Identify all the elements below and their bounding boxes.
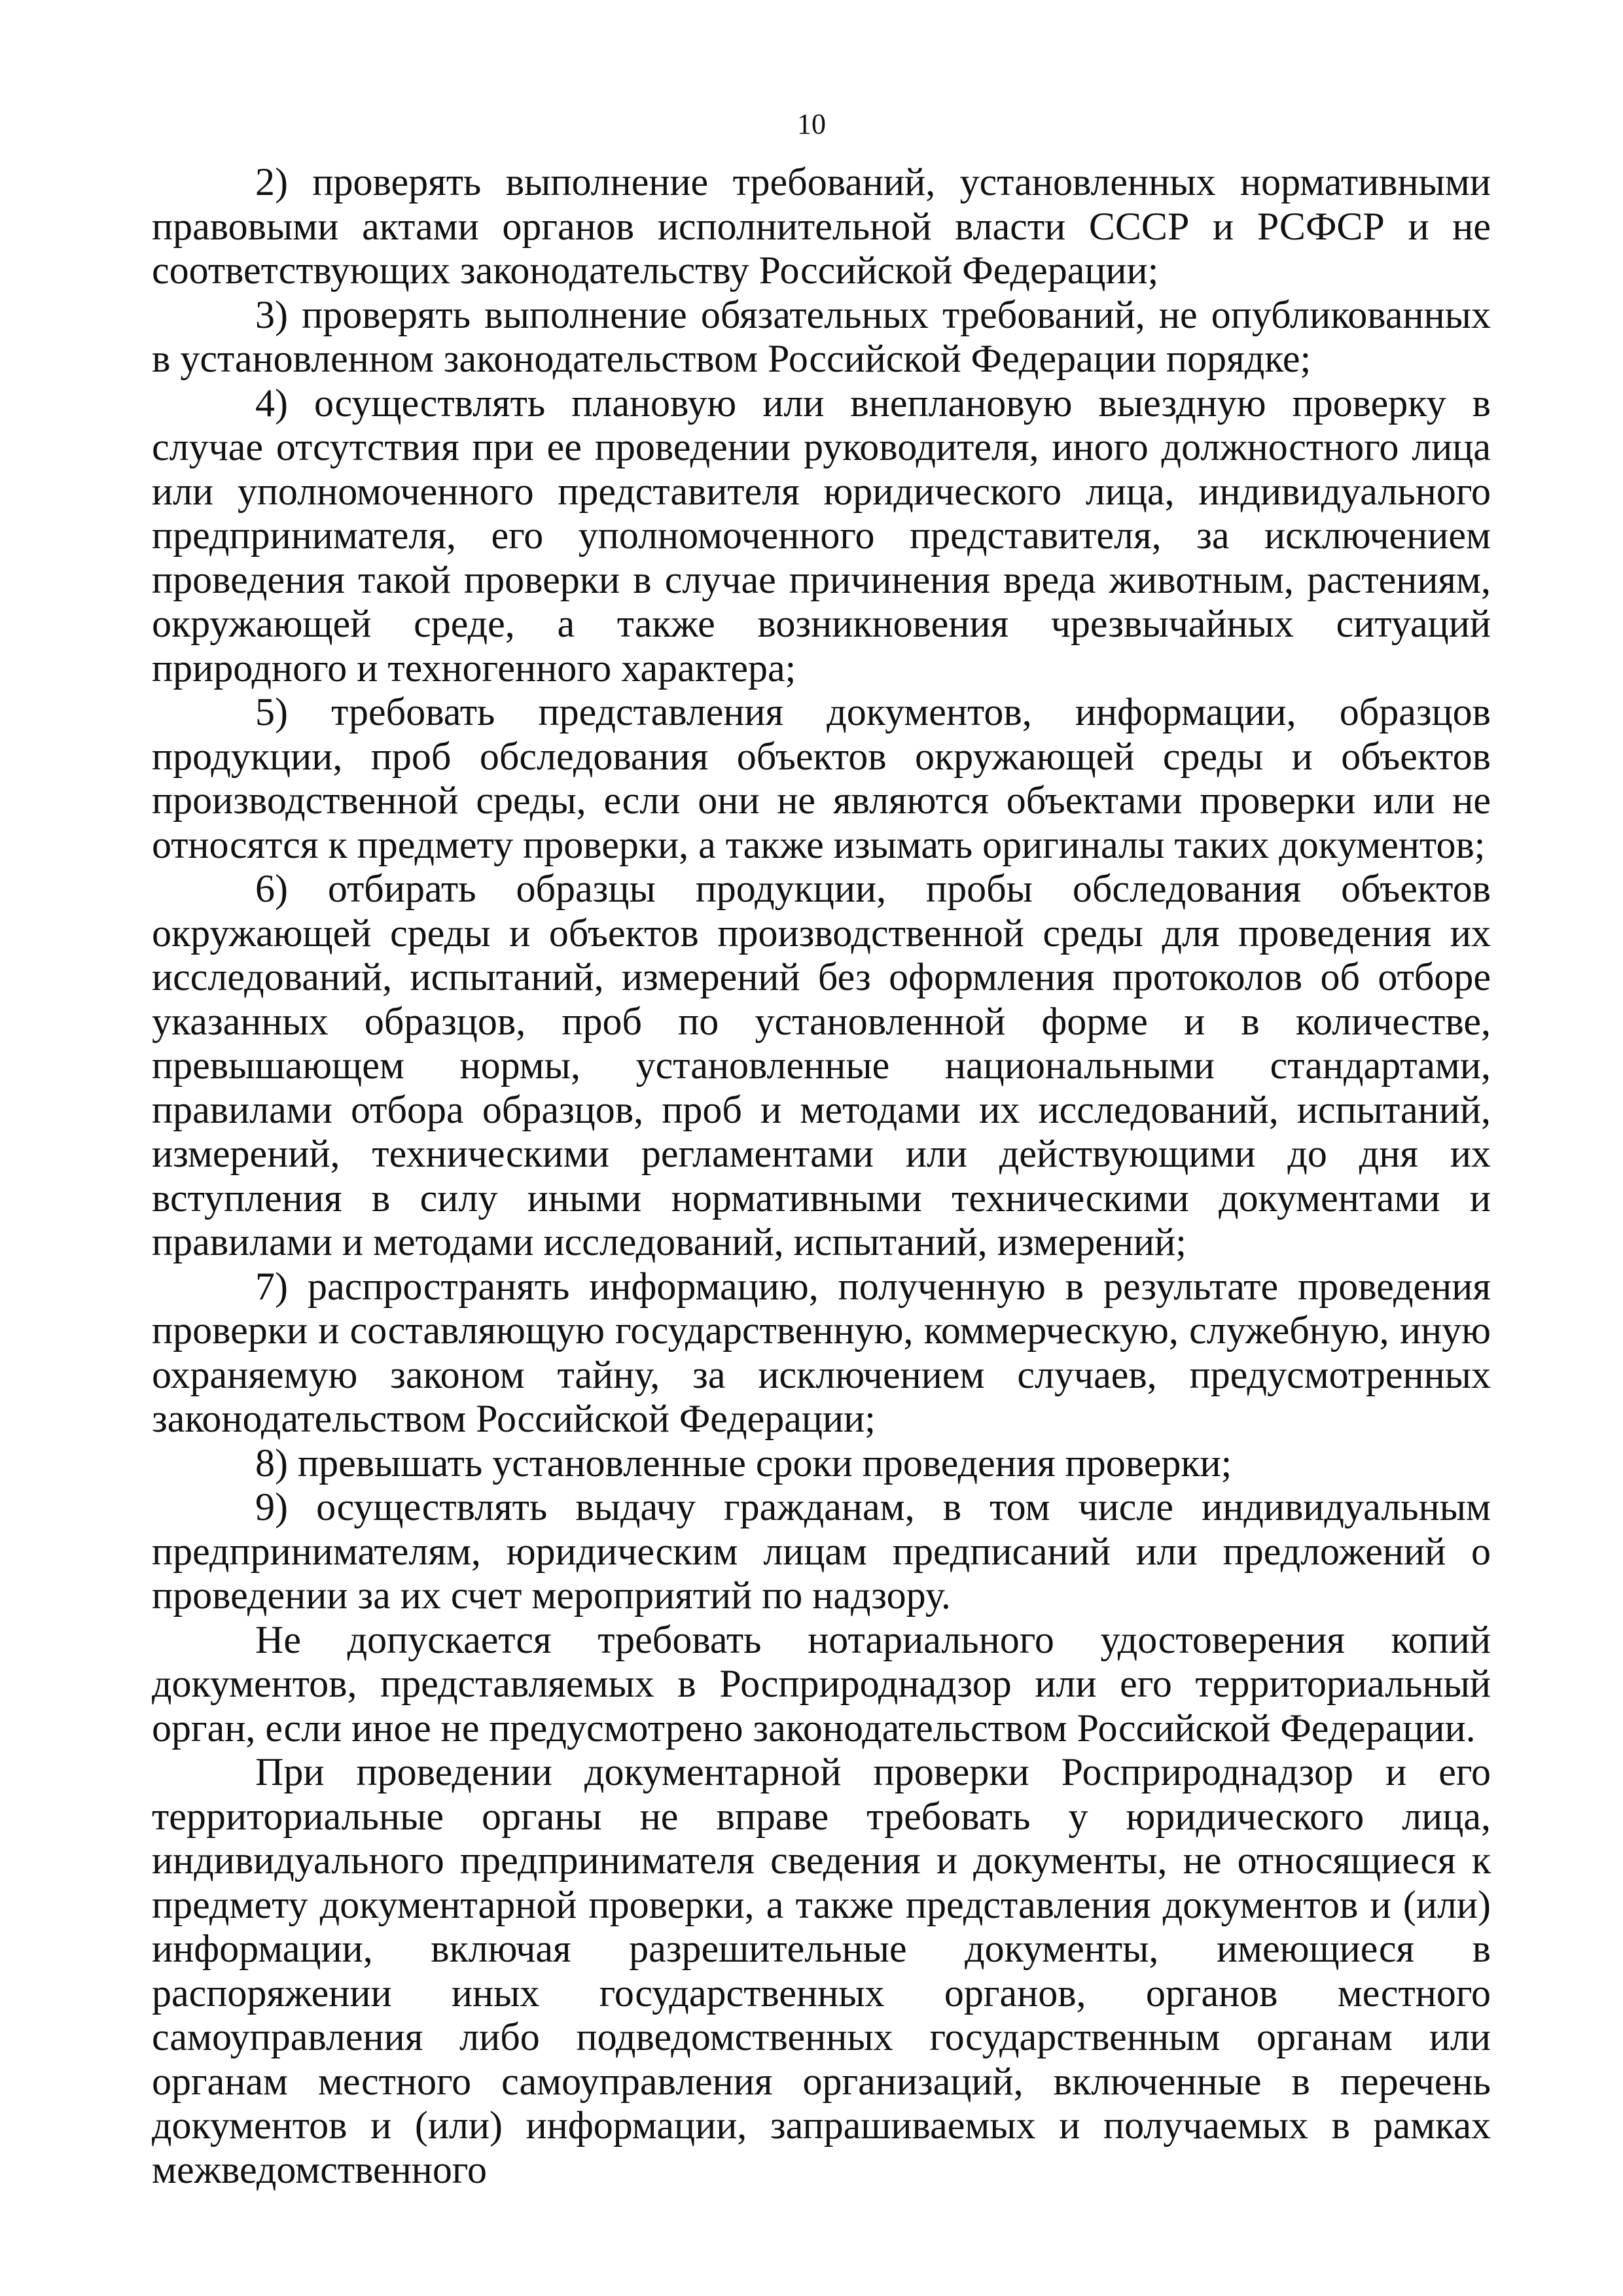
paragraph-item-4: 4) осуществлять плановую или внеплановую выездную проверку в случае отсутствия при ее проведении руководителя, иного должностного лица или уполномоченного представителя юридического лица, индивидуального предпринимателя, его уполномоченного представителя, за исключением проведения такой проверки в случае причинения вреда животным, растениям, окружающей среде, а также возникновения чрезвычайных ситуаций природного и техногенного характера; [152, 381, 1491, 690]
paragraph-item-3: 3) проверять выполнение обязательных требований, не опубликованных в установленном законодательством Российской Федерации порядке; [152, 292, 1491, 380]
paragraph-item-5: 5) требовать представления документов, информации, образцов продукции, проб обследования объектов окружающей среды и объектов производственной среды, если они не являются объектами проверки или не относятся к предмету проверки, а также изымать оригиналы таких документов; [152, 690, 1491, 866]
paragraph-item-2: 2) проверять выполнение требований, установленных нормативными правовыми актами органов исполнительной власти СССР и РСФСР и не соответствующих законодательству Российской Федерации; [152, 160, 1491, 292]
paragraph-notarization: Не допускается требовать нотариального удостоверения копий документов, представляемых в Росприроднадзор или его территориальный орган, если иное не предусмотрено законодательством Российской Федерации. [152, 1617, 1491, 1750]
paragraph-item-9: 9) осуществлять выдачу гражданам, в том числе индивидуальным предпринимателям, юридическим лицам предписаний или предложений о проведении за их счет мероприятий по надзору. [152, 1485, 1491, 1617]
paragraph-item-8: 8) превышать установленные сроки проведения проверки; [255, 1441, 1232, 1485]
paragraph-item-7: 7) распространять информацию, полученную в результате проведения проверки и составляющую государственную, коммерческую, служебную, иную охраняемую законом тайну, за исключением случаев, предусмотренных законодательством Российской Федерации; [152, 1264, 1491, 1440]
document-body [152, 160, 1491, 2192]
paragraph-item-6: 6) отбирать образцы продукции, пробы обследования объектов окружающей среды и объектов производственной среды для проведения их исследований, испытаний, измерений без оформления протоколов об отборе указанных образцов, проб по установленной форме и в количестве, превышающем нормы, установленные национальными стандартами, правилами отбора образцов, проб и методами их исследований, испытаний, измерений, техническими регламентами или действующими до дня их вступления в силу иными нормативными техническими документами и правилами и методами исследований, испытаний, измерений; [152, 867, 1491, 1263]
paragraph-documentary-check: При проведении документарной проверки Росприроднадзор и его территориальные органы не вправе требовать у юридического лица, индивидуального предпринимателя сведения и документы, не относящиеся к предмету документарной проверки, а также представления документов и (или) информации, включая разрешительные документы, имеющиеся в распоряжении иных государственных органов, органов местного самоуправления либо подведомственных государственным органам или органам местного самоуправления организаций, включенные в перечень документов и (или) информации, запрашиваемых и получаемых в рамках межведомственного [152, 1750, 1491, 2191]
page-number: 10 [797, 108, 826, 140]
